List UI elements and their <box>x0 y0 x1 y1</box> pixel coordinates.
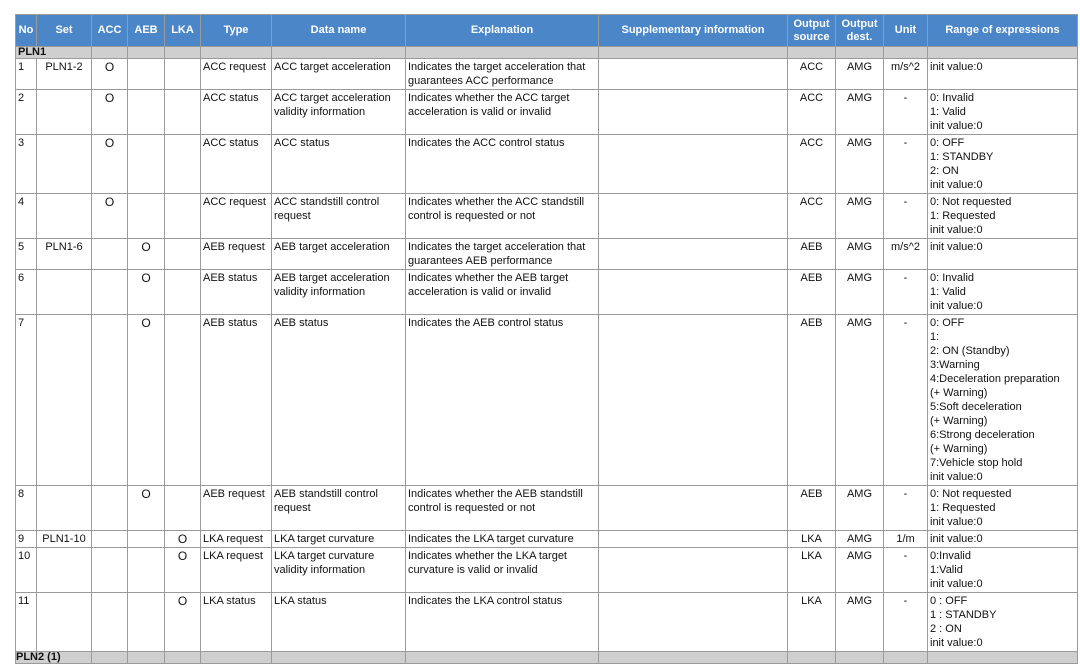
lka-mark <box>165 90 201 135</box>
range-cell: init value:0 <box>928 59 1078 90</box>
explanation-cell: Indicates the ACC control status <box>406 135 599 194</box>
output-source-cell: ACC <box>788 135 836 194</box>
lka-mark <box>165 315 201 486</box>
section-label: PLN2 (1) <box>16 652 92 664</box>
supplementary-cell <box>599 194 788 239</box>
set-id <box>37 548 92 593</box>
aeb-mark: O <box>128 486 165 531</box>
set-id <box>37 194 92 239</box>
section-row <box>16 652 1078 664</box>
signal-spec-table <box>15 14 1078 664</box>
header-cell: Data name <box>272 15 406 47</box>
aeb-mark <box>128 194 165 239</box>
explanation-cell: Indicates whether the AEB target acceleration is valid or invalid <box>406 270 599 315</box>
output-source-cell: AEB <box>788 239 836 270</box>
output-source-cell: AEB <box>788 486 836 531</box>
section-label: PLN1 <box>16 47 92 59</box>
unit-cell: - <box>884 486 928 531</box>
output-source-cell: LKA <box>788 548 836 593</box>
type-cell: AEB request <box>201 239 272 270</box>
section-row <box>16 47 1078 59</box>
type-cell: ACC request <box>201 59 272 90</box>
aeb-mark <box>128 548 165 593</box>
range-cell: init value:0 <box>928 531 1078 548</box>
table-row <box>16 593 1078 652</box>
row-number: 6 <box>16 270 37 315</box>
supplementary-cell <box>599 239 788 270</box>
data-name-cell: AEB standstill control request <box>272 486 406 531</box>
acc-mark <box>92 270 128 315</box>
acc-mark <box>92 239 128 270</box>
data-name-cell: ACC standstill control request <box>272 194 406 239</box>
output-source-cell: AEB <box>788 315 836 486</box>
header-cell: Unit <box>884 15 928 47</box>
data-name-cell: ACC target acceleration validity information <box>272 90 406 135</box>
acc-mark <box>92 486 128 531</box>
explanation-cell: Indicates the LKA control status <box>406 593 599 652</box>
unit-cell: - <box>884 135 928 194</box>
aeb-mark <box>128 135 165 194</box>
row-number: 7 <box>16 315 37 486</box>
unit-cell: - <box>884 315 928 486</box>
aeb-mark: O <box>128 239 165 270</box>
explanation-cell: Indicates whether the ACC standstill control is requested or not <box>406 194 599 239</box>
lka-mark <box>165 486 201 531</box>
data-name-cell: LKA status <box>272 593 406 652</box>
range-cell: 0 : OFF 1 : STANDBY 2 : ON init value:0 <box>928 593 1078 652</box>
header-cell: Type <box>201 15 272 47</box>
lka-mark <box>165 135 201 194</box>
type-cell: LKA request <box>201 548 272 593</box>
set-id <box>37 486 92 531</box>
set-id: PLN1-10 <box>37 531 92 548</box>
output-source-cell: ACC <box>788 90 836 135</box>
header-cell: Set <box>37 15 92 47</box>
output-dest-cell: AMG <box>836 239 884 270</box>
header-cell: ACC <box>92 15 128 47</box>
data-name-cell: ACC target acceleration <box>272 59 406 90</box>
header-cell: Output source <box>788 15 836 47</box>
set-id <box>37 135 92 194</box>
supplementary-cell <box>599 135 788 194</box>
acc-mark: O <box>92 194 128 239</box>
acc-mark <box>92 531 128 548</box>
type-cell: AEB status <box>201 270 272 315</box>
aeb-mark <box>128 59 165 90</box>
explanation-cell: Indicates the AEB control status <box>406 315 599 486</box>
explanation-cell: Indicates the target acceleration that guarantees ACC performance <box>406 59 599 90</box>
supplementary-cell <box>599 593 788 652</box>
output-source-cell: LKA <box>788 531 836 548</box>
row-number: 10 <box>16 548 37 593</box>
supplementary-cell <box>599 531 788 548</box>
type-cell: ACC request <box>201 194 272 239</box>
aeb-mark <box>128 531 165 548</box>
lka-mark <box>165 270 201 315</box>
table-row <box>16 239 1078 270</box>
supplementary-cell <box>599 548 788 593</box>
range-cell: init value:0 <box>928 239 1078 270</box>
set-id <box>37 593 92 652</box>
supplementary-cell <box>599 90 788 135</box>
range-cell: 0: Invalid 1: Valid init value:0 <box>928 270 1078 315</box>
lka-mark: O <box>165 531 201 548</box>
output-source-cell: ACC <box>788 59 836 90</box>
supplementary-cell <box>599 486 788 531</box>
output-dest-cell: AMG <box>836 548 884 593</box>
output-dest-cell: AMG <box>836 270 884 315</box>
explanation-cell: Indicates whether the ACC target acceleration is valid or invalid <box>406 90 599 135</box>
unit-cell: - <box>884 593 928 652</box>
acc-mark: O <box>92 135 128 194</box>
supplementary-cell <box>599 315 788 486</box>
data-name-cell: LKA target curvature validity information <box>272 548 406 593</box>
output-dest-cell: AMG <box>836 194 884 239</box>
aeb-mark <box>128 90 165 135</box>
output-dest-cell: AMG <box>836 135 884 194</box>
table-row <box>16 90 1078 135</box>
lka-mark <box>165 194 201 239</box>
unit-cell: 1/m <box>884 531 928 548</box>
output-source-cell: LKA <box>788 593 836 652</box>
output-dest-cell: AMG <box>836 315 884 486</box>
row-number: 3 <box>16 135 37 194</box>
unit-cell: m/s^2 <box>884 59 928 90</box>
range-cell: 0: OFF 1: STANDBY 2: ON init value:0 <box>928 135 1078 194</box>
lka-mark: O <box>165 593 201 652</box>
row-number: 4 <box>16 194 37 239</box>
explanation-cell: Indicates whether the LKA target curvature is valid or invalid <box>406 548 599 593</box>
row-number: 5 <box>16 239 37 270</box>
supplementary-cell <box>599 270 788 315</box>
range-cell: 0: Invalid 1: Valid init value:0 <box>928 90 1078 135</box>
row-number: 8 <box>16 486 37 531</box>
header-cell: Explanation <box>406 15 599 47</box>
header-cell: AEB <box>128 15 165 47</box>
header-cell: No <box>16 15 37 47</box>
output-dest-cell: AMG <box>836 486 884 531</box>
row-number: 9 <box>16 531 37 548</box>
row-number: 2 <box>16 90 37 135</box>
output-source-cell: AEB <box>788 270 836 315</box>
row-number: 1 <box>16 59 37 90</box>
acc-mark: O <box>92 90 128 135</box>
unit-cell: - <box>884 90 928 135</box>
data-name-cell: ACC status <box>272 135 406 194</box>
unit-cell: - <box>884 548 928 593</box>
header-row <box>16 15 1078 47</box>
unit-cell: m/s^2 <box>884 239 928 270</box>
type-cell: ACC status <box>201 90 272 135</box>
header-cell: Output dest. <box>836 15 884 47</box>
lka-mark: O <box>165 548 201 593</box>
table-row <box>16 194 1078 239</box>
spec-table-sheet <box>15 14 1077 663</box>
acc-mark: O <box>92 59 128 90</box>
table-row <box>16 59 1078 90</box>
aeb-mark <box>128 593 165 652</box>
output-dest-cell: AMG <box>836 593 884 652</box>
lka-mark <box>165 59 201 90</box>
type-cell: AEB status <box>201 315 272 486</box>
supplementary-cell <box>599 59 788 90</box>
output-dest-cell: AMG <box>836 531 884 548</box>
header-cell: LKA <box>165 15 201 47</box>
range-cell: 0: Not requested 1: Requested init value:0 <box>928 486 1078 531</box>
set-id <box>37 270 92 315</box>
set-id: PLN1-6 <box>37 239 92 270</box>
explanation-cell: Indicates the target acceleration that guarantees AEB performance <box>406 239 599 270</box>
header-cell: Range of expressions <box>928 15 1078 47</box>
table-row <box>16 486 1078 531</box>
unit-cell: - <box>884 270 928 315</box>
header-cell: Supplementary information <box>599 15 788 47</box>
range-cell: 0:Invalid 1:Valid init value:0 <box>928 548 1078 593</box>
range-cell: 0: Not requested 1: Requested init value:0 <box>928 194 1078 239</box>
row-number: 11 <box>16 593 37 652</box>
data-name-cell: AEB target acceleration <box>272 239 406 270</box>
output-dest-cell: AMG <box>836 90 884 135</box>
acc-mark <box>92 593 128 652</box>
table-row <box>16 548 1078 593</box>
type-cell: LKA status <box>201 593 272 652</box>
range-cell: 0: OFF 1: 2: ON (Standby) 3:Warning 4:Deceleration preparation (+ Warning) 5:Soft deceleration (+ Warning) 6:Strong deceleration (+ Warning) 7:Vehicle stop hold init value:0 <box>928 315 1078 486</box>
set-id: PLN1-2 <box>37 59 92 90</box>
acc-mark <box>92 548 128 593</box>
type-cell: AEB request <box>201 486 272 531</box>
table-row <box>16 315 1078 486</box>
table-row <box>16 135 1078 194</box>
type-cell: ACC status <box>201 135 272 194</box>
type-cell: LKA request <box>201 531 272 548</box>
explanation-cell: Indicates whether the AEB standstill control is requested or not <box>406 486 599 531</box>
output-source-cell: ACC <box>788 194 836 239</box>
data-name-cell: LKA target curvature <box>272 531 406 548</box>
set-id <box>37 315 92 486</box>
aeb-mark: O <box>128 270 165 315</box>
unit-cell: - <box>884 194 928 239</box>
table-row <box>16 270 1078 315</box>
data-name-cell: AEB status <box>272 315 406 486</box>
output-dest-cell: AMG <box>836 59 884 90</box>
table-row <box>16 531 1078 548</box>
acc-mark <box>92 315 128 486</box>
aeb-mark: O <box>128 315 165 486</box>
data-name-cell: AEB target acceleration validity information <box>272 270 406 315</box>
lka-mark <box>165 239 201 270</box>
explanation-cell: Indicates the LKA target curvature <box>406 531 599 548</box>
set-id <box>37 90 92 135</box>
